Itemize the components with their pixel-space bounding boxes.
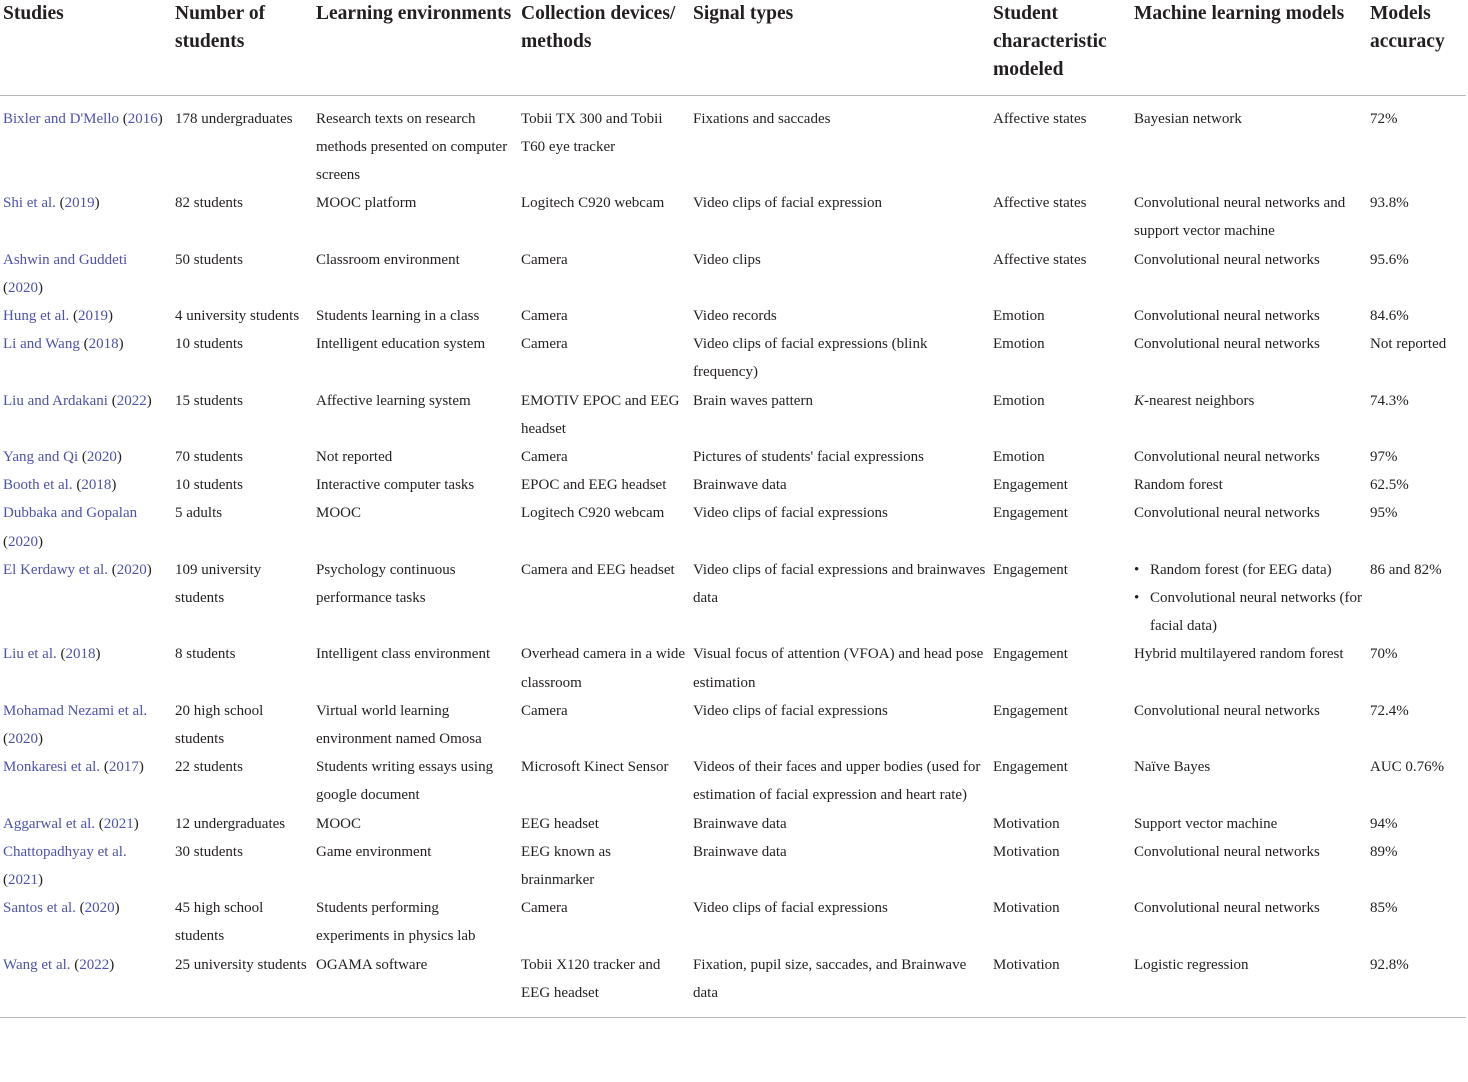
table-row — [0, 387, 1466, 443]
table-row — [0, 894, 1466, 950]
study-reference-link[interactable]: Mohamad Nezami et al. — [3, 702, 148, 719]
model-text: Bayesian network — [1134, 110, 1242, 127]
model-text: Convolutional neural networks — [1134, 843, 1320, 860]
cell-model-accuracy: 70% — [1370, 646, 1398, 663]
cell-model-accuracy: 85% — [1370, 900, 1398, 917]
model-text: Naïve Bayes — [1134, 759, 1211, 776]
study-year-link[interactable]: 2019 — [77, 307, 108, 324]
study-year-link[interactable]: 2016 — [127, 110, 158, 127]
cell-machine-learning-model — [1131, 302, 1367, 330]
cell-number-of-students: 25 university students — [172, 951, 313, 1018]
cell-student-characteristic: Emotion — [993, 307, 1045, 324]
header-row — [0, 0, 1466, 95]
cell-number-of-students: 8 students — [175, 646, 236, 663]
cell-learning-environment: MOOC — [316, 815, 362, 832]
cell-collection-devices: Tobii X120 tracker and EEG headset — [518, 951, 690, 1018]
cell-signal-types: Brain waves pattern — [693, 392, 813, 409]
model-text: Convolutional neural networks — [1134, 336, 1320, 353]
cell-collection-devices: Overhead camera in a wide classroom — [521, 646, 686, 691]
table-body — [0, 95, 1466, 1018]
table-row — [0, 330, 1466, 386]
cell-student-characteristic: Engagement — [993, 561, 1068, 578]
cell-number-of-students: 5 adults — [175, 505, 223, 522]
cell-learning-environment: Virtual world learning environment named Omosa — [316, 702, 482, 747]
study-year-link[interactable]: 2018 — [81, 477, 112, 494]
header-number-of-students: Number of students — [172, 0, 313, 95]
model-text: Convolutional neural networks — [1134, 251, 1320, 268]
cell-collection-devices: Camera — [521, 336, 568, 353]
study-reference-link[interactable]: Monkaresi et al. — [3, 759, 101, 776]
cell-model-accuracy: 92.8% — [1367, 951, 1466, 1018]
cell-study: Monkaresi et al. (2017) — [3, 759, 144, 776]
cell-machine-learning-model — [1131, 443, 1367, 471]
cell-model-accuracy: 84.6% — [1370, 307, 1409, 324]
header-studies: Studies — [0, 0, 172, 95]
cell-study: Liu and Ardakani (2022) — [3, 392, 152, 409]
cell-student-characteristic: Motivation — [993, 900, 1060, 917]
cell-model-accuracy: AUC 0.76% — [1370, 759, 1445, 776]
cell-model-accuracy: 62.5% — [1370, 477, 1409, 494]
table-row — [0, 471, 1466, 499]
header-signal-types: Signal types — [690, 0, 990, 95]
model-text: -nearest neighbors — [1144, 392, 1255, 409]
study-year-link[interactable]: 2018 — [88, 336, 119, 353]
model-text: Hybrid multilayered random forest — [1134, 646, 1344, 663]
cell-collection-devices: Tobii TX 300 and Tobii T60 eye tracker — [521, 110, 663, 155]
cell-study: Wang et al. (2022) — [0, 951, 172, 1018]
study-reference-link[interactable]: Booth et al. — [3, 477, 73, 494]
cell-learning-environment: Intelligent education system — [316, 336, 486, 353]
model-italic-prefix: K — [1134, 392, 1145, 409]
table-row — [0, 443, 1466, 471]
header-collection-devices: Collection devices/ methods — [518, 0, 690, 95]
cell-learning-environment: MOOC — [316, 505, 362, 522]
cell-collection-devices: EEG known as brainmarker — [521, 843, 611, 888]
model-list-text: Random forest (for EEG data) — [1150, 561, 1332, 578]
cell-collection-devices: Camera — [521, 251, 568, 268]
cell-model-accuracy: Not reported — [1370, 336, 1447, 353]
model-list-text: Convolutional neural networks (for facial data) — [1150, 589, 1363, 635]
study-reference-link[interactable]: Wang et al. — [3, 956, 71, 973]
bullet-icon: • — [1134, 561, 1140, 578]
study-reference-link[interactable]: Yang and Qi — [3, 448, 79, 465]
cell-student-characteristic: Engagement — [993, 477, 1068, 494]
cell-number-of-students: 22 students — [175, 759, 243, 776]
cell-signal-types: Video records — [693, 307, 777, 324]
cell-signal-types: Visual focus of attention (VFOA) and head pose estimation — [693, 646, 984, 691]
cell-collection-devices: EEG headset — [521, 815, 599, 832]
cell-machine-learning-model — [1131, 951, 1367, 1018]
study-year-link[interactable]: 2020 — [84, 900, 115, 917]
header-models-accuracy: Models accuracy — [1367, 0, 1466, 95]
table-row — [0, 302, 1466, 330]
study-year-link[interactable]: 2020 — [8, 533, 38, 550]
cell-signal-types: Videos of their faces and upper bodies (used for estimation of facial expression and heart rate) — [693, 759, 981, 804]
cell-learning-environment: Affective learning system — [316, 392, 471, 409]
cell-signal-types: Pictures of students' facial expressions — [693, 448, 924, 465]
bullet-icon: • — [1134, 589, 1140, 606]
cell-machine-learning-model — [1131, 894, 1367, 950]
cell-model-accuracy: 95% — [1370, 505, 1398, 522]
model-text: Convolutional neural networks and support vector machine — [1134, 195, 1346, 240]
cell-collection-devices: Camera — [521, 307, 568, 324]
study-year-link[interactable]: 2021 — [8, 871, 38, 888]
study-reference-link[interactable]: Li and Wang — [3, 336, 80, 353]
cell-student-characteristic: Motivation — [990, 951, 1131, 1018]
study-year-link[interactable]: 2020 — [86, 448, 117, 465]
cell-model-accuracy: 74.3% — [1370, 392, 1409, 409]
study-reference-link[interactable]: Ashwin and Guddeti — [3, 251, 128, 268]
cell-study: Aggarwal et al. (2021) — [3, 815, 139, 832]
cell-model-accuracy: 72.4% — [1370, 702, 1409, 719]
cell-machine-learning-model — [1131, 810, 1367, 838]
cell-collection-devices: Logitech C920 webcam — [521, 195, 665, 212]
cell-signal-types: Video clips — [693, 251, 761, 268]
study-reference-link[interactable]: Chattopadhyay et al. — [3, 843, 127, 860]
table-row — [0, 499, 1466, 555]
cell-machine-learning-model — [1131, 471, 1367, 499]
cell-student-characteristic: Engagement — [993, 702, 1068, 719]
cell-signal-types: Brainwave data — [693, 477, 787, 494]
cell-number-of-students: 109 university students — [175, 561, 262, 606]
cell-learning-environment: Not reported — [316, 448, 393, 465]
cell-collection-devices: Camera and EEG headset — [521, 561, 675, 578]
cell-machine-learning-model — [1131, 95, 1367, 189]
cell-learning-environment: Game environment — [316, 843, 432, 860]
cell-study: Ashwin and Guddeti (2020) — [3, 251, 128, 296]
cell-student-characteristic: Engagement — [993, 505, 1068, 522]
study-year-link[interactable]: 2022 — [116, 392, 147, 409]
table-row — [0, 951, 1466, 1018]
model-text: Support vector machine — [1134, 815, 1278, 832]
cell-student-characteristic: Affective states — [993, 110, 1087, 127]
header-student-characteristic: Student characteristic modeled — [990, 0, 1131, 95]
cell-learning-environment: Research texts on research methods presented on computer screens — [316, 110, 508, 183]
cell-study: Li and Wang (2018) — [3, 336, 124, 353]
study-reference-link[interactable]: Dubbaka and Gopalan — [3, 505, 138, 522]
cell-student-characteristic: Affective states — [993, 251, 1087, 268]
cell-signal-types: Video clips of facial expressions — [693, 900, 888, 917]
cell-learning-environment: Psychology continuous performance tasks — [316, 561, 456, 606]
model-text: Convolutional neural networks — [1134, 307, 1320, 324]
cell-student-characteristic: Motivation — [993, 843, 1060, 860]
cell-collection-devices: Logitech C920 webcam — [521, 505, 665, 522]
table-header — [0, 0, 1466, 95]
cell-model-accuracy: 94% — [1370, 815, 1398, 832]
table-row — [0, 640, 1466, 696]
study-year-link[interactable]: 2020 — [8, 279, 38, 296]
study-year-link[interactable]: 2022 — [79, 956, 110, 973]
cell-study: Liu et al. (2018) — [3, 646, 101, 663]
cell-number-of-students: 45 high school students — [175, 900, 264, 945]
model-text: Convolutional neural networks — [1134, 900, 1320, 917]
cell-number-of-students: 15 students — [175, 392, 243, 409]
study-reference-link[interactable]: Aggarwal et al. — [3, 815, 96, 832]
cell-collection-devices: Camera — [521, 448, 568, 465]
cell-machine-learning-model — [1131, 556, 1367, 641]
cell-number-of-students: 50 students — [175, 251, 243, 268]
cell-model-accuracy: 72% — [1370, 110, 1398, 127]
cell-study: Booth et al. (2018) — [3, 477, 117, 494]
cell-collection-devices: Microsoft Kinect Sensor — [521, 759, 669, 776]
model-list — [1134, 556, 1364, 641]
cell-learning-environment: Interactive computer tasks — [316, 477, 475, 494]
cell-signal-types: Fixation, pupil size, saccades, and Brainwave data — [690, 951, 990, 1018]
cell-machine-learning-model — [1131, 189, 1367, 245]
cell-machine-learning-model — [1131, 499, 1367, 555]
cell-student-characteristic: Engagement — [993, 759, 1068, 776]
cell-number-of-students: 4 university students — [175, 307, 300, 324]
study-reference-link[interactable]: Bixler and D'Mello — [3, 110, 120, 127]
cell-study: Shi et al. (2019) — [3, 195, 100, 212]
study-reference-link[interactable]: Hung et al. — [3, 307, 70, 324]
table-row — [0, 95, 1466, 189]
table-row — [0, 189, 1466, 245]
cell-learning-environment: Classroom environment — [316, 251, 460, 268]
study-reference-link[interactable]: Liu and Ardakani — [3, 392, 108, 409]
cell-number-of-students: 10 students — [175, 336, 243, 353]
cell-learning-environment: Intelligent class environment — [316, 646, 491, 663]
table-row — [0, 810, 1466, 838]
cell-number-of-students: 30 students — [175, 843, 243, 860]
cell-signal-types: Fixations and saccades — [693, 110, 831, 127]
cell-student-characteristic: Affective states — [993, 195, 1087, 212]
cell-machine-learning-model — [1131, 838, 1367, 894]
cell-collection-devices: Camera — [521, 702, 568, 719]
cell-signal-types: Video clips of facial expressions (blink frequency) — [693, 336, 928, 381]
cell-number-of-students: 12 undergraduates — [175, 815, 286, 832]
cell-machine-learning-model — [1131, 330, 1367, 386]
cell-student-characteristic: Engagement — [993, 646, 1068, 663]
cell-signal-types: Video clips of facial expressions and brainwaves data — [693, 561, 986, 606]
cell-study: Mohamad Nezami et al. (2020) — [3, 702, 148, 747]
cell-collection-devices: EPOC and EEG headset — [521, 477, 667, 494]
cell-machine-learning-model — [1131, 640, 1367, 696]
cell-model-accuracy: 93.8% — [1370, 195, 1409, 212]
cell-machine-learning-model — [1131, 753, 1367, 809]
study-reference-link[interactable]: El Kerdawy et al. — [3, 561, 108, 578]
cell-model-accuracy: 89% — [1370, 843, 1398, 860]
model-text: Random forest — [1134, 477, 1223, 494]
cell-learning-environment: MOOC platform — [316, 195, 417, 212]
study-year-link[interactable]: 2018 — [65, 646, 96, 663]
model-text: Convolutional neural networks — [1134, 505, 1320, 522]
table-row — [0, 838, 1466, 894]
cell-signal-types: Video clips of facial expressions — [693, 505, 888, 522]
cell-signal-types: Video clips of facial expressions — [693, 702, 888, 719]
cell-model-accuracy: 95.6% — [1370, 251, 1409, 268]
table-row — [0, 753, 1466, 809]
study-reference-link[interactable]: Liu et al. — [3, 646, 57, 663]
cell-study: Bixler and D'Mello (2016) — [3, 110, 163, 127]
study-reference-link[interactable]: Shi et al. — [3, 195, 56, 212]
cell-student-characteristic: Motivation — [993, 815, 1060, 832]
model-text: Convolutional neural networks — [1134, 448, 1320, 465]
cell-collection-devices: Camera — [521, 900, 568, 917]
study-year-link[interactable]: 2020 — [116, 561, 147, 578]
cell-study: Yang and Qi (2020) — [3, 448, 122, 465]
header-learning-environments: Learning environments — [313, 0, 518, 95]
cell-machine-learning-model — [1131, 697, 1367, 753]
table-row — [0, 556, 1466, 641]
cell-number-of-students: 82 students — [175, 195, 243, 212]
header-machine-learning-models: Machine learning models — [1131, 0, 1367, 95]
cell-number-of-students: 20 high school students — [175, 702, 264, 747]
cell-signal-types: Video clips of facial expression — [693, 195, 883, 212]
cell-student-characteristic: Emotion — [993, 392, 1045, 409]
cell-study: Chattopadhyay et al. (2021) — [3, 843, 127, 888]
cell-signal-types: Brainwave data — [693, 843, 787, 860]
study-reference-link[interactable]: Santos et al. — [3, 900, 76, 917]
cell-student-characteristic: Emotion — [993, 448, 1045, 465]
cell-number-of-students: 70 students — [175, 448, 243, 465]
study-year-link[interactable]: 2020 — [8, 730, 38, 747]
cell-learning-environment: Students performing experiments in physics lab — [316, 900, 476, 945]
study-year-link[interactable]: 2021 — [103, 815, 134, 832]
cell-learning-environment: OGAMA software — [313, 951, 518, 1018]
cell-signal-types: Brainwave data — [693, 815, 787, 832]
cell-study: Santos et al. (2020) — [3, 900, 120, 917]
cell-learning-environment: Students writing essays using google document — [316, 759, 494, 804]
cell-collection-devices: EMOTIV EPOC and EEG headset — [521, 392, 680, 437]
table-row — [0, 697, 1466, 753]
cell-learning-environment: Students learning in a class — [316, 307, 480, 324]
cell-study: El Kerdawy et al. (2020) — [3, 561, 152, 578]
model-text: Logistic regression — [1134, 956, 1249, 973]
cell-machine-learning-model — [1131, 387, 1367, 443]
model-list-item — [1134, 556, 1364, 584]
cell-number-of-students: 10 students — [175, 477, 243, 494]
study-year-link[interactable]: 2017 — [108, 759, 139, 776]
model-list-item — [1134, 584, 1364, 640]
table-row — [0, 246, 1466, 302]
cell-machine-learning-model — [1131, 246, 1367, 302]
cell-study: Dubbaka and Gopalan (2020) — [3, 505, 138, 550]
cell-number-of-students: 178 undergraduates — [175, 110, 293, 127]
cell-student-characteristic: Emotion — [993, 336, 1045, 353]
model-text: Convolutional neural networks — [1134, 702, 1320, 719]
study-year-link[interactable]: 2019 — [64, 195, 95, 212]
cell-model-accuracy: 97% — [1370, 448, 1398, 465]
cell-study: Hung et al. (2019) — [3, 307, 113, 324]
cell-model-accuracy: 86 and 82% — [1370, 561, 1442, 578]
